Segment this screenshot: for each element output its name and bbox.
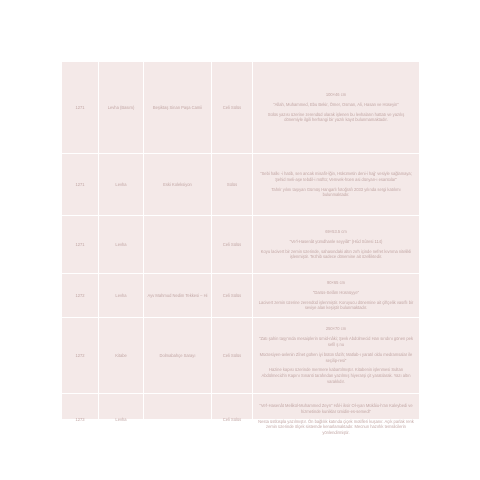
inscription-text: "Sebi halkı -i hatib, sen ancak misafir-lğin, Hükümetin deni-i hajj' vesiyle sağlamaya; Şehid meli-aşe tebdil-i müftü; Vemvek-hüen asi dünyan-ı esantolar" [260,170,412,182]
script-cell: Celi Sülüs [212,216,253,274]
table-row [62,318,420,394]
year-cell: 1273 [62,394,99,446]
location-cell [144,394,212,446]
inscription-text: "Ve'l-Hasenât Melikül-Muhammed Zeyn" Hâl-i iksir Ol-ıyan Mükâiu-h'an Kaleybedi ve hizmetinde kuniklar ümidin-es-semedi" [259,402,413,414]
inscription-text: "Allah, Muhammed, Ebu Bekir, Ömer, Osman, Ali, Hasan ve Hüseyin" [273,101,399,107]
dimensions-text: 69×53.5 cm [325,228,347,234]
note-text: Sülüs yazısı üzerine zerendüd olarak işlenen bu levhaların hattatı ve yazılış dönemiyle ilgili herhangi bir yazılı kayıt bulunmamaktadır. [267,111,405,123]
script-cell: Celi Sülüs [212,394,253,446]
inscription-text: "Ve'l-Hasenât yümdhanle seyyiât" (Hûd Sûresi 114) [289,238,383,244]
description-cell [253,62,420,154]
description-cell [253,216,420,274]
year-cell: 1271 [62,62,99,154]
medium-cell: Levha [99,154,144,216]
dimensions-text: 90×65 cm [326,279,346,285]
medium-cell: Levha [99,274,144,318]
location-cell [144,216,212,274]
script-cell: Sülüs [212,154,253,216]
year-cell: 1271 [62,216,99,274]
catalog-table [61,61,420,446]
note-text: Lacivert zemin üzerine zerendüd işlenmiştir. Koruyucu dönemine ait çiftçelik vasıflı bir seviye alan keşiştir bulunmaktadır. [258,299,414,311]
catalog-table-container [61,61,419,436]
script-cell: Celi Sülüs [212,274,253,318]
table-row [62,394,420,446]
year-cell: 1272 [62,274,99,318]
location-cell: Eski Koleksiyon [144,154,212,216]
description-cell [253,318,420,394]
table-row [62,274,420,318]
inscription-text: "Zatı şahin taşy'ında mesaiplerin ümid-nâki; Şevk Abdülmecid Han sırıdını gönen pek sefil ş nu [258,335,413,347]
medium-cell: Levha (Basım) [99,62,144,154]
year-cell: 1272 [62,318,99,394]
medium-cell: Levha [99,216,144,274]
note-text: Nesta üstlüspla yazılmıştır. Ön bağlılık katında çiçek motifleri kuşanır. Açık parlak renk zemin üzerinde ölçek sistemde kenarlamaktadır. Mecnun hazırlık temsilcilerin yönlendirmiştir. [258,418,414,436]
table-row [62,216,420,274]
note-text: Koyu lacivert bir zemin üzerinde, sahasındaki altın zırh içinde nefret kıvrıma nitelikli işlenmiştir. Tezhib sadece dönemine ait özelliktedir. [260,248,412,260]
note-text: Hazine kapısı üzerinde mermere kabartılmıştır. Kitabenin işlenmesi Sultan Abdülmecid'in Kapını Sınanti tarafından yazılmış hiyerarşi çit yaratılarak. Yazı altın varaklıdır. [261,367,411,385]
location-cell: Beşiktaş Sinan Paşa Camii [144,62,212,154]
year-cell: 1271 [62,154,99,216]
inscription-text: "Darüs-Selâm Hüsnüyye" [312,289,360,295]
location-cell: Ayv Mahmud Nedim Tekkesi – Hi [144,274,212,318]
medium-cell: Levha [99,394,144,446]
script-cell: Celi Sülüs [212,62,253,154]
table-row [62,154,420,216]
description-cell [253,154,420,216]
note-text: Tahrir yılını taşıyan Gümüş Hangarlı fotoğrafı 2033 yılında sergi katılımı bulunmaktadır. [271,186,401,198]
dimensions-text: 100×46 cm [325,91,347,97]
script-cell: Celi Sülüs [212,318,253,394]
table-row [62,62,420,154]
location-cell: Dolmabahçe Sarayı [144,318,212,394]
dimensions-text: 250×70 cm [325,325,347,331]
description-cell [253,394,420,446]
medium-cell: Kitabe [99,318,144,394]
description-cell [253,274,420,318]
inscription-text: Müctesiyen-avlenin Zînet gühen iyi bütün tâzih; Matlab-ı yaratıl oldu medramsalar ile seçilip-resi" [259,351,413,363]
